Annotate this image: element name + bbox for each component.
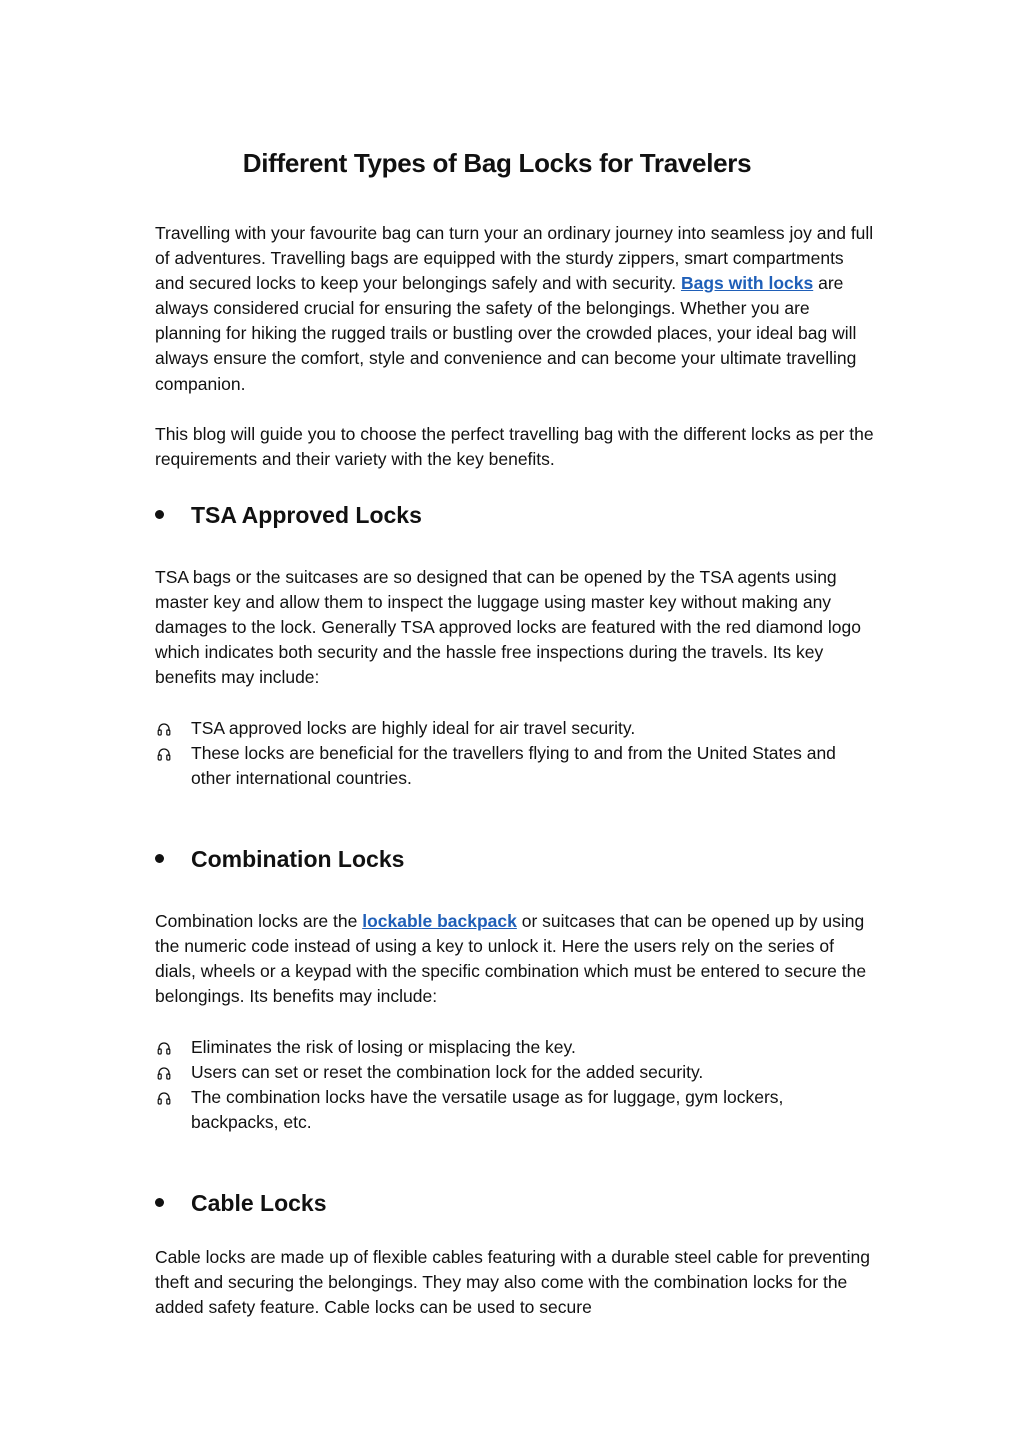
section-heading-tsa	[155, 498, 875, 532]
cable-paragraph: Cable locks are made up of flexible cables featuring with a durable steel cable for preventing theft and securing the belongings. They may also come with the combination locks for the added safety feature. Cable locks can be used to secure	[155, 1247, 870, 1318]
lockable-backpack-link[interactable]: lockable backpack	[362, 911, 517, 931]
intro-paragraph-2: This blog will guide you to choose the perfect travelling bag with the different locks as per the requirements and their variety with the key benefits.	[155, 424, 874, 470]
headphones-icon	[157, 722, 171, 736]
section-heading-cable	[155, 1186, 875, 1220]
tsa-paragraph: TSA bags or the suitcases are so designed that can be opened by the TSA agents using master key and allow them to inspect the luggage using master key without making any damages to the lock. Generally TSA approved locks are featured with the red diamond logo which indicates both security and the hassle free inspections during the travels. Its key benefits may include:	[155, 567, 861, 688]
combination-benefits-list	[155, 1035, 875, 1135]
bags-with-locks-link[interactable]: Bags with locks	[680, 273, 814, 294]
list-item	[155, 741, 875, 791]
list-item-text: Eliminates the risk of losing or misplacing the key.	[191, 1037, 576, 1057]
document-title: Different Types of Bag Locks for Travelers	[242, 148, 752, 178]
tsa-benefits-list	[155, 716, 875, 791]
section-heading-text: Combination Locks	[191, 846, 405, 872]
list-item	[155, 716, 875, 741]
section-heading-text: TSA Approved Locks	[191, 502, 422, 528]
list-item-text: TSA approved locks are highly ideal for air travel security.	[191, 718, 636, 738]
headphones-icon	[157, 1066, 171, 1080]
intro-text-start: Travelling with your favourite bag can turn your an ordinary journey into seamless joy and full of adventures. Travelling bags are equipped with the sturdy zippers, smart compartments and secured locks to keep your belongings safely and with security.	[155, 223, 874, 294]
section-heading-text: Cable Locks	[191, 1190, 327, 1216]
headphones-icon	[157, 1091, 171, 1105]
list-item	[155, 1060, 875, 1085]
bullet-dot-icon	[155, 1198, 164, 1207]
combination-paragraph	[155, 909, 875, 1009]
section-heading-combination	[155, 842, 875, 876]
headphones-icon	[157, 1041, 171, 1055]
list-item-text: The combination locks have the versatile usage as for luggage, gym lockers, backpacks, etc.	[191, 1087, 784, 1133]
list-item-text: These locks are beneficial for the travellers flying to and from the United States and other international countries.	[191, 743, 836, 789]
list-item	[155, 1085, 875, 1135]
intro-paragraph	[155, 221, 875, 397]
headphones-icon	[157, 747, 171, 761]
list-item-text: Users can set or reset the combination lock for the added security.	[191, 1062, 704, 1083]
combination-text-end: or suitcases that can be opened up by using the numeric code instead of using a key to unlock it. Here the users rely on the series of dials, wheels or a keypad with the specific combination which must be entered to secure the belongings. Its benefits may include:	[155, 911, 867, 1007]
bullet-dot-icon	[155, 510, 164, 519]
list-item	[155, 1035, 875, 1060]
bullet-dot-icon	[155, 854, 164, 863]
intro-text-end: are always considered crucial for ensuring the safety of the belongings. Whether you are planning for hiking the rugged trails or bustling over the crowded places, your ideal bag will always ensure the comfort, style and convenience and can become your ultimate travelling companion.	[155, 273, 857, 394]
combination-text-start: Combination locks are the	[155, 911, 363, 931]
